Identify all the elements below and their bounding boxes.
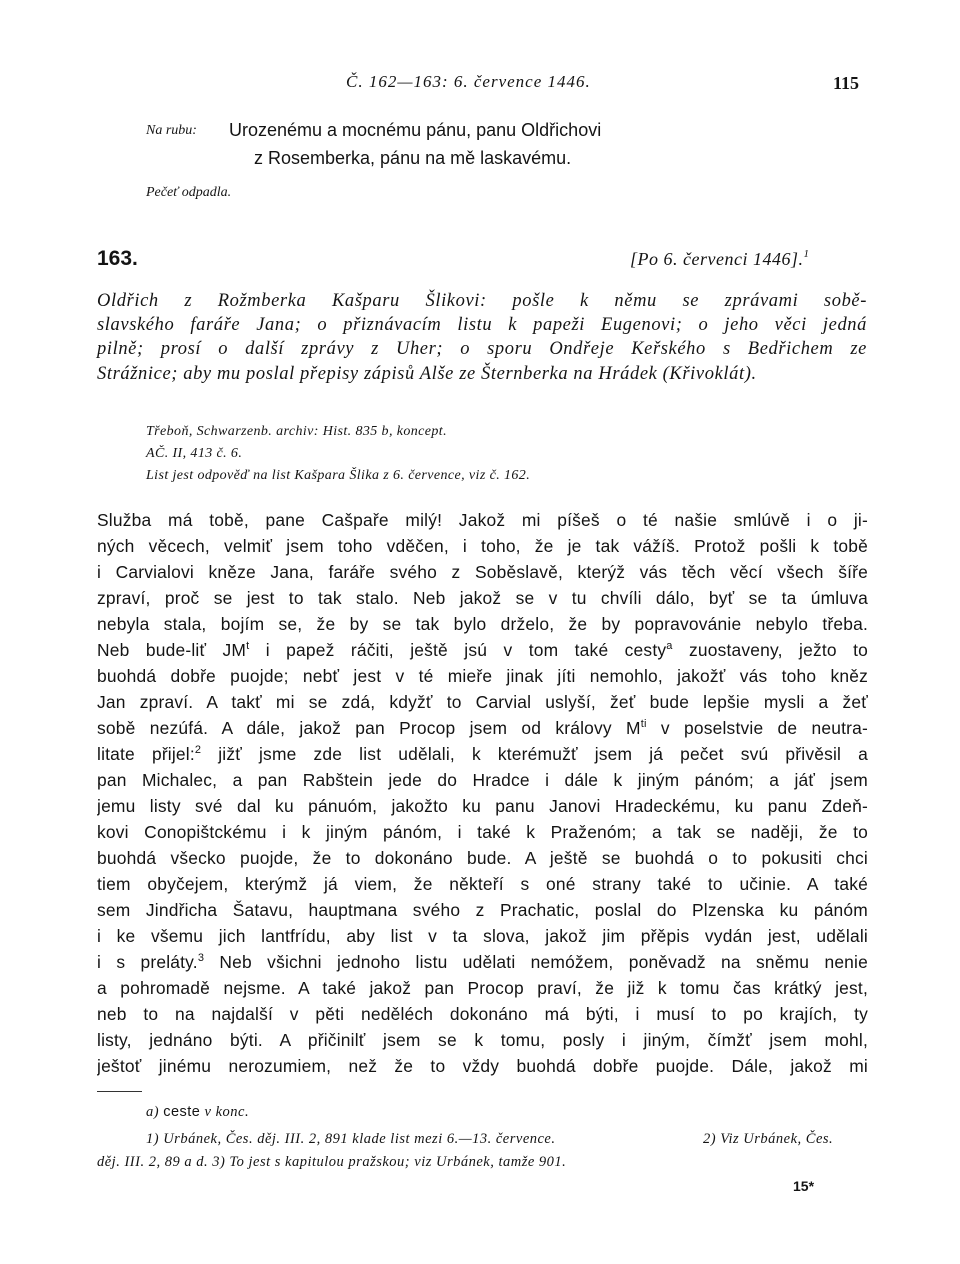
letter-line: neb to na najdalší v pěti neděléch dokonáno má býti, i musí to po krajích, ty [97,1004,868,1024]
footnote-ref: t [246,640,250,652]
running-title: Č. 162—163: 6. července 1446. [346,72,591,91]
letter-line: sem Jindřicha Šatavu, hauptmana svého z Prachatic, poslal do Plzenska ku pánóm [97,900,868,920]
textual-note-word: ceste [163,1104,201,1120]
letter-line: zpraví, proč se jest to tak stalo. Neb jakož se v tu chvíli dálo, byť se ta úmluva [97,588,868,608]
page-number: 115 [833,73,860,93]
footnote-ref: ti [640,718,647,730]
letter-line: Neb bude-liť $JM^t$ i papež ráčiti, ještě jsú v tom také cesty$^a$ zuostaveny, ježto to [97,640,868,660]
footnote-rule [97,1091,142,1092]
footnote-continued: děj. III. 2, 89 a d. 3) To jest s kapitulou pražskou; viz Urbánek, tamže 901. [97,1154,567,1170]
textual-note [146,1104,249,1121]
regest [97,289,867,386]
seal-note: Pečeť odpadla. [146,185,232,200]
footnote-ref: 2 [194,744,202,756]
letter-line: a pohromadě nejsme. A také jakož pan Procop praví, že již k tomu čas krátký jest, [97,978,868,998]
letter-line: ných věcech, velmiť jsem toho vděčen, i toho, že je tak vážíš. Protož pošli k tobě [97,536,868,556]
source-edition: AČ. II, 413 č. 6. [146,446,243,461]
regest-line: pilně; prosí o další zprávy z Uher; o sporu Ondřeje Keřského s Bedřichem ze [97,339,867,360]
source-note: List jest odpověď na list Kašpara Šlika z 6. července, viz č. 162. [146,468,531,483]
document-date-text: [Po 6. červenci 1446]. [630,249,804,269]
letter-line: pan Michalec, a pan Rabštein jede do Hradce i dále k jiným pánóm; a jáť jsem [97,770,868,790]
letter-line: Jan zpraví. A takť mi se zdá, kdyžť to Carvial uslyší, žeť bude lepšie mysli a žeť [97,692,868,712]
signature-mark: 15* [793,1178,815,1194]
letter-line: jemu listy své dal ku pánuóm, jakožto ku panu Janovi Hradeckému, ku panu Zdeň- [97,796,868,816]
regest-line: Strážnice; aby mu poslal přepisy zápisů Alše ze Šternberka na Hrádek (Křivoklát). [97,363,757,384]
letter-line: Služba má tobě, pane Cašpaře milý! Jakož mi píšeš o té našie smlúvě i o ji- [97,510,868,530]
letter-line: litate přijel:$^2$ jižť jsme zde list udělali, k kterémužť jsem já pečet svú přivěsil a [97,744,868,764]
footnote-2-start: 2) Viz Urbánek, Čes. [703,1131,834,1147]
textual-note-marker: a) [146,1104,160,1120]
document-date [630,248,809,270]
letter-line: buohdá dobře puojde; nebť jest v té mieře jinak jíti nemohlo, jakožť vás toho kněz [97,666,868,686]
letter-line: kovi Conopištckému i k jiným pánóm, i také k Praženóm; a tak se naději, že to [97,822,868,842]
letter-line: sobě nezúfá. A dále, jakož pan Procop jsem od královy $M^{ti}$ v poselstvie de neutra- [97,718,868,738]
address-line-2: z Rosemberka, pánu na mě laskavému. [254,148,572,168]
regest-line: slavského faráře Jana; o přiznávacím listu k papeži Eugenovi; o jeho věci jedná [97,315,867,336]
date-footnote-ref: 1 [803,248,810,260]
letter-line: i s preláty.$^3$ Neb všichni jednoho listu udělati nemóžem, poněvadž na sněmu nenie [97,952,868,972]
letter-line: nebyla stala, bojím se, že by se tak bylo drželo, že by popravovánie nebylo třeba. [97,614,868,634]
letter-line: i ke všemu jich lantfrídu, aby list v ta slova, jakož jim přěpis vydán jest, udělali [97,926,868,946]
letter-line: tiem obyčejem, kterýmž já viem, že někteří s oné strany také to učinie. A také [97,874,868,894]
footnote-1: 1) Urbánek, Čes. děj. III. 2, 891 klade list mezi 6.—13. července. [146,1131,556,1147]
address-line-1: Urozenému a mocnému pánu, panu Oldřichovi [229,120,602,140]
letter-line: ještoť jinému nerozumiem, než že to vždy buohdá dobře puojde. Dále, jakož mi [97,1056,868,1076]
textual-note-rest: v konc. [204,1104,250,1120]
letter-text [97,507,868,1079]
letter-line: buohdá všecko puojde, že to dokonáno bude. A ještě se buohdá o to pokusiti chci [97,848,868,868]
footnote-ref: 3 [197,952,205,964]
regest-line: Oldřich z Rožmberka Kašparu Šlikovi: pošle k němu se zprávami sobě- [97,291,867,311]
source-archive: Třeboň, Schwarzenb. archiv: Hist. 835 b, koncept. [146,424,447,439]
letter-line: listy, jednáno býti. A přičinilť jsem se k tomu, posly i jiným, čímžť jsem mohl, [97,1030,868,1050]
letter-line: i Carvialovi kněze Jana, faráře svého z Soběslavě, kterýž vás těch věcí všech šíře [97,562,868,582]
footnote-ref: a [666,640,673,652]
document-number: 163. [97,247,138,270]
na-rubu-label: Na rubu: [146,123,197,138]
